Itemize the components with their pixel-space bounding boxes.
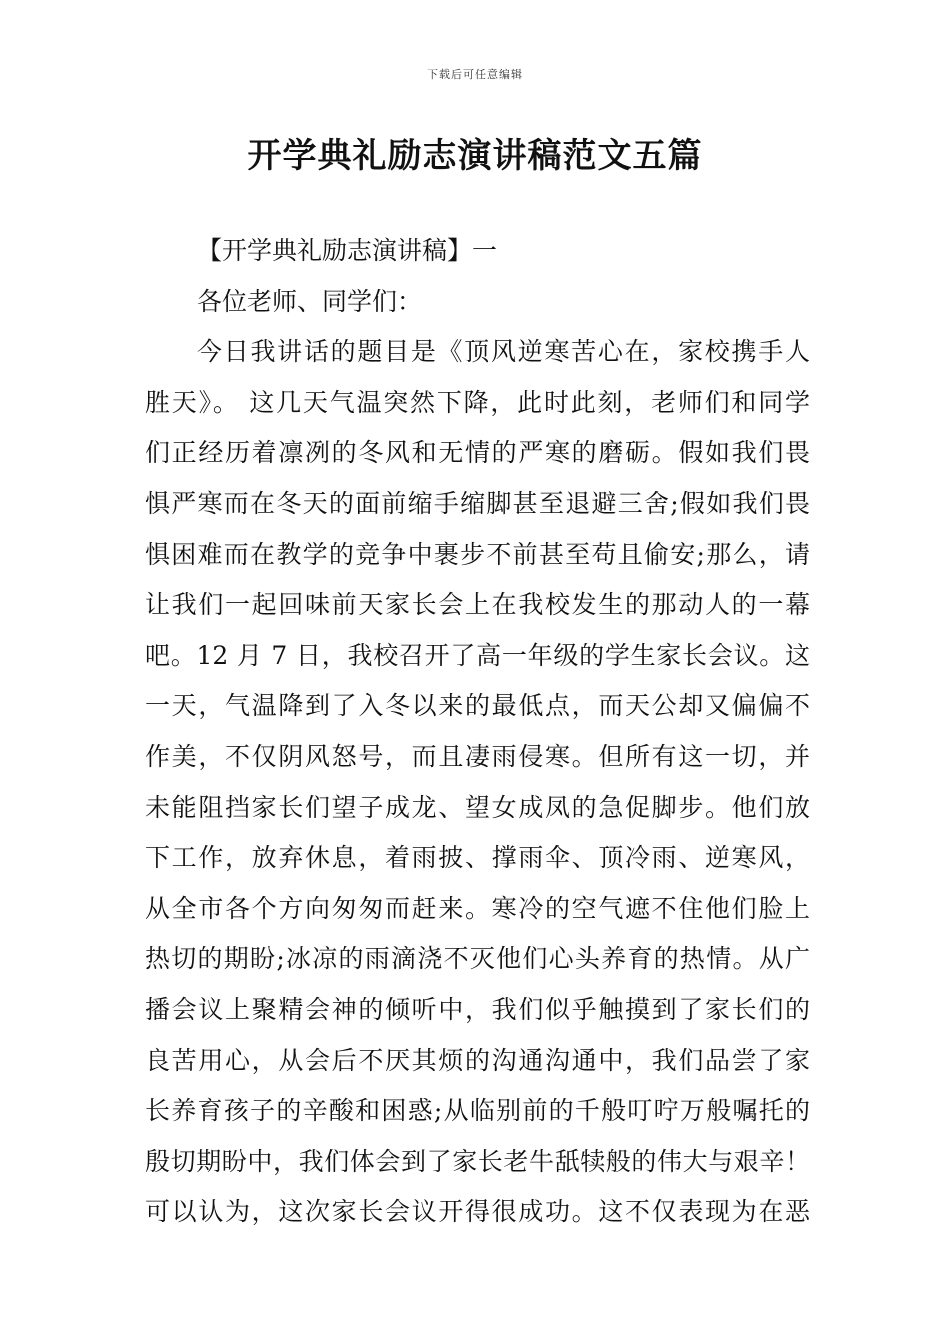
body-text-line: 未能阻挡家长们望子成龙、望女成凤的急促脚步。他们放: [145, 792, 810, 822]
body-text-line: 们正经历着凛冽的冬风和无情的严寒的磨砺。假如我们畏: [145, 438, 810, 468]
body-text-line: 作美，不仅阴风怒号，而且凄雨侵寒。但所有这一切，并: [145, 741, 810, 771]
page-header-note: 下载后可任意编辑: [427, 68, 523, 81]
body-text-line: 让我们一起回味前天家长会上在我校发生的那动人的一幕: [145, 590, 810, 620]
body-text-line: 各位老师、同学们：: [197, 286, 423, 316]
body-text-line: 可以认为，这次家长会议开得很成功。这不仅表现为在恶: [145, 1197, 810, 1227]
body-text-line: 从全市各个方向匆匆而赶来。寒冷的空气遮不住他们脸上: [145, 893, 810, 923]
body-text-line: 【开学典礼励志演讲稿】一: [197, 236, 498, 265]
body-text-line: 长养育孩子的辛酸和困惑;从临别前的千般叮咛万般嘱托的: [145, 1096, 810, 1126]
body-text-line: 胜天》。 这几天气温突然下降，此时此刻，老师们和同学: [145, 387, 810, 417]
body-text-line: 良苦用心，从会后不厌其烦的沟通沟通中，我们品尝了家: [145, 1045, 810, 1075]
document-body: [145, 226, 810, 1238]
body-text-line: 今日我讲话的题目是《顶风逆寒苦心在，家校携手人: [197, 337, 810, 367]
body-text-line: 惧严寒而在冬天的面前缩手缩脚甚至退避三舍;假如我们畏: [145, 488, 810, 518]
body-text-line: 吧。12 月 7 日，我校召开了高一年级的学生家长会议。这: [145, 640, 810, 670]
body-text-line: 一天，气温降到了入冬以来的最低点，而天公却又偏偏不: [145, 691, 810, 721]
document-title: 开学典礼励志演讲稿范文五篇: [247, 136, 703, 176]
body-text-line: 播会议上聚精会神的倾听中，我们似乎触摸到了家长们的: [145, 994, 810, 1024]
body-text-line: 热切的期盼;冰凉的雨滴浇不灭他们心头养育的热情。从广: [145, 944, 810, 974]
body-text-line: 下工作，放弃休息，着雨披、撑雨伞、顶冷雨、逆寒风，: [145, 843, 810, 873]
body-text-line: 殷切期盼中，我们体会到了家长老牛舐犊般的伟大与艰辛！: [145, 1146, 810, 1176]
body-text-line: 惧困难而在教学的竞争中裹步不前甚至苟且偷安;那么，请: [145, 539, 810, 569]
